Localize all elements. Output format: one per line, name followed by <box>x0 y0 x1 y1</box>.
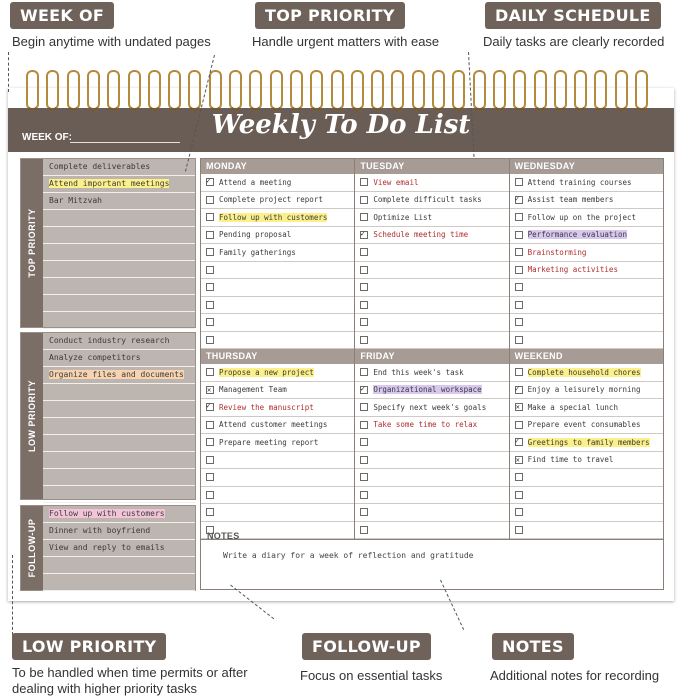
spiral-binding <box>26 70 656 114</box>
top-priority-line[interactable] <box>43 295 195 312</box>
pointer-week-of <box>8 52 9 92</box>
task-item <box>355 382 508 400</box>
low-priority-line[interactable] <box>43 486 195 503</box>
task-text[interactable]: Complete household chores <box>527 367 641 377</box>
coil-loop <box>391 70 404 110</box>
day-header: MONDAY <box>201 159 354 174</box>
task-item <box>201 244 354 262</box>
coil-loop <box>574 70 587 110</box>
low-priority-line[interactable]: Analyze competitors <box>43 350 195 367</box>
task-checkbox[interactable] <box>206 386 214 394</box>
week-row-top <box>201 159 663 349</box>
low-priority-line[interactable] <box>43 418 195 435</box>
task-text[interactable]: Organizational workspace <box>373 385 482 395</box>
notes-box[interactable] <box>200 525 664 590</box>
task-checkbox[interactable] <box>206 248 214 256</box>
day-column-tuesday <box>355 159 509 349</box>
coil-loop <box>188 70 201 110</box>
day-header: THURSDAY <box>201 349 354 364</box>
top-priority-line[interactable] <box>43 244 195 261</box>
follow-up-caption: Focus on essential tasks <box>300 668 443 683</box>
task-item <box>355 279 508 297</box>
coil-loop <box>128 70 141 110</box>
task-item <box>355 487 508 505</box>
week-of-tag: WEEK OF <box>10 2 114 29</box>
top-priority-line[interactable] <box>43 261 195 278</box>
task-text[interactable]: Review the manuscript <box>219 402 314 412</box>
task-item <box>201 174 354 192</box>
task-checkbox[interactable] <box>206 178 214 186</box>
top-priority-line[interactable] <box>43 278 195 295</box>
task-item <box>510 434 663 452</box>
task-checkbox[interactable] <box>206 283 214 291</box>
task-text[interactable]: Brainstorming <box>527 247 587 257</box>
task-checkbox[interactable] <box>515 248 523 256</box>
task-text[interactable]: Complete project report <box>219 195 323 205</box>
task-item <box>201 504 354 522</box>
task-text[interactable]: Enjoy a leisurely morning <box>527 385 641 395</box>
task-item <box>355 227 508 245</box>
follow-priority-line[interactable]: Dinner with boyfriend <box>43 523 195 540</box>
task-checkbox[interactable] <box>360 231 368 239</box>
task-item <box>355 504 508 522</box>
top-priority-side-label: TOP PRIORITY <box>21 159 43 327</box>
day-header: WEDNESDAY <box>510 159 663 174</box>
task-checkbox[interactable] <box>515 386 523 394</box>
task-text[interactable]: View email <box>373 177 419 187</box>
task-text[interactable]: Complete difficult tasks <box>373 195 482 205</box>
low-priority-line[interactable] <box>43 452 195 469</box>
task-item <box>510 399 663 417</box>
task-text[interactable]: Follow up on the project <box>527 212 637 222</box>
coil-loop <box>635 70 648 110</box>
coil-loop <box>148 70 161 110</box>
task-checkbox[interactable] <box>206 336 214 344</box>
task-checkbox[interactable] <box>515 178 523 186</box>
task-checkbox[interactable] <box>360 368 368 376</box>
task-checkbox[interactable] <box>360 301 368 309</box>
task-checkbox[interactable] <box>360 421 368 429</box>
day-header: WEEKEND <box>510 349 663 364</box>
task-checkbox[interactable] <box>360 491 368 499</box>
coil-loop <box>615 70 628 110</box>
task-checkbox[interactable] <box>206 213 214 221</box>
task-checkbox[interactable] <box>515 473 523 481</box>
task-checkbox[interactable] <box>360 318 368 326</box>
task-item <box>355 262 508 280</box>
follow-priority-line[interactable]: View and reply to emails <box>43 540 195 557</box>
follow-priority-line[interactable] <box>43 574 195 591</box>
follow-priority-line[interactable]: Follow up with customers <box>43 506 195 523</box>
top-priority-line[interactable]: Attend important meetings <box>43 176 195 193</box>
day-header: TUESDAY <box>355 159 508 174</box>
task-item <box>355 314 508 332</box>
pointer-low-priority <box>12 555 13 635</box>
week-of-caption: Begin anytime with undated pages <box>12 34 211 49</box>
task-item <box>201 262 354 280</box>
task-checkbox[interactable] <box>360 386 368 394</box>
follow-up-tag: FOLLOW-UP <box>302 633 431 660</box>
daily-schedule-caption: Daily tasks are clearly recorded <box>483 34 665 49</box>
coil-loop <box>310 70 323 110</box>
task-item <box>510 262 663 280</box>
task-item <box>355 192 508 210</box>
task-checkbox[interactable] <box>515 403 523 411</box>
task-text[interactable]: Assist team members <box>527 195 614 205</box>
notes-label: NOTES <box>207 531 240 541</box>
coil-loop <box>493 70 506 110</box>
task-text[interactable]: Take some time to relax <box>373 420 478 430</box>
task-text[interactable]: Optimize List <box>373 212 433 222</box>
day-column-friday <box>355 349 509 539</box>
task-item <box>510 487 663 505</box>
task-checkbox[interactable] <box>206 508 214 516</box>
task-checkbox[interactable] <box>360 336 368 344</box>
notes-caption: Additional notes for recording <box>490 668 660 683</box>
task-checkbox[interactable] <box>515 438 523 446</box>
task-item <box>510 227 663 245</box>
task-item <box>355 297 508 315</box>
task-checkbox[interactable] <box>206 231 214 239</box>
coil-loop <box>473 70 486 110</box>
task-checkbox[interactable] <box>206 318 214 326</box>
task-item <box>510 192 663 210</box>
task-text[interactable]: End this week's task <box>373 367 464 377</box>
week-of-line[interactable] <box>70 142 180 143</box>
low-priority-line[interactable] <box>43 401 195 418</box>
task-item <box>355 399 508 417</box>
task-item <box>355 244 508 262</box>
task-item <box>510 297 663 315</box>
task-item <box>510 364 663 382</box>
task-checkbox[interactable] <box>206 403 214 411</box>
task-item <box>201 469 354 487</box>
top-priority-line[interactable] <box>43 210 195 227</box>
task-item <box>510 504 663 522</box>
task-checkbox[interactable] <box>515 283 523 291</box>
task-text[interactable]: Prepare event consumables <box>527 420 641 430</box>
task-checkbox[interactable] <box>360 403 368 411</box>
coil-loop <box>26 70 39 110</box>
coil-loop <box>107 70 120 110</box>
day-column-monday <box>201 159 355 349</box>
task-checkbox[interactable] <box>515 456 523 464</box>
task-checkbox[interactable] <box>515 196 523 204</box>
task-item <box>201 227 354 245</box>
task-item <box>355 469 508 487</box>
task-item <box>510 279 663 297</box>
top-priority-line[interactable]: Complete deliverables <box>43 159 195 176</box>
task-text[interactable]: Attend a meeting <box>219 177 292 187</box>
coil-loop <box>513 70 526 110</box>
task-item <box>355 332 508 350</box>
task-text[interactable]: Management Team <box>219 385 287 395</box>
task-item <box>355 364 508 382</box>
notes-tag: NOTES <box>492 633 574 660</box>
coil-loop <box>168 70 181 110</box>
planner-header <box>8 108 674 152</box>
coil-loop <box>351 70 364 110</box>
coil-loop <box>290 70 303 110</box>
day-header: FRIDAY <box>355 349 508 364</box>
coil-loop <box>594 70 607 110</box>
task-checkbox[interactable] <box>515 336 523 344</box>
follow-up-panel <box>20 505 196 591</box>
week-grid <box>200 158 664 540</box>
top-priority-panel <box>20 158 196 328</box>
top-priority-lines <box>43 159 195 327</box>
task-checkbox[interactable] <box>206 456 214 464</box>
task-item <box>510 417 663 435</box>
coil-loop <box>371 70 384 110</box>
top-priority-line[interactable] <box>43 227 195 244</box>
task-checkbox[interactable] <box>360 508 368 516</box>
task-checkbox[interactable] <box>515 421 523 429</box>
task-item <box>201 399 354 417</box>
task-checkbox[interactable] <box>515 301 523 309</box>
task-text[interactable]: Attend training courses <box>527 177 632 187</box>
coil-loop <box>209 70 222 110</box>
task-checkbox[interactable] <box>360 438 368 446</box>
task-text[interactable]: Propose a new project <box>219 367 314 377</box>
task-item <box>201 417 354 435</box>
coil-loop <box>331 70 344 110</box>
notes-text: Write a diary for a week of reflection and gratitude <box>223 551 474 560</box>
follow-up-lines <box>43 506 195 590</box>
task-checkbox[interactable] <box>360 213 368 221</box>
coil-loop <box>229 70 242 110</box>
task-text[interactable]: Performance evaluation <box>527 230 627 240</box>
task-item <box>201 332 354 350</box>
task-item <box>201 382 354 400</box>
coil-loop <box>46 70 59 110</box>
task-checkbox[interactable] <box>360 456 368 464</box>
task-item <box>510 452 663 470</box>
task-text[interactable]: Pending proposal <box>219 230 292 240</box>
task-item <box>510 244 663 262</box>
task-item <box>355 434 508 452</box>
task-checkbox[interactable] <box>206 266 214 274</box>
task-text[interactable]: Prepare meeting report <box>219 437 319 447</box>
task-item <box>201 192 354 210</box>
task-checkbox[interactable] <box>360 248 368 256</box>
coil-loop <box>554 70 567 110</box>
task-checkbox[interactable] <box>206 491 214 499</box>
task-text[interactable]: Find time to travel <box>527 455 614 465</box>
task-item <box>355 417 508 435</box>
task-text[interactable]: Specify next week's goals <box>373 402 487 412</box>
task-text[interactable]: Marketing activities <box>527 265 618 275</box>
task-text[interactable]: Greetings to family members <box>527 437 650 447</box>
low-priority-lines <box>43 333 195 499</box>
task-item <box>201 487 354 505</box>
low-priority-caption-2: dealing with higher priority tasks <box>12 681 197 696</box>
task-item <box>201 314 354 332</box>
task-checkbox[interactable] <box>360 178 368 186</box>
coil-loop <box>67 70 80 110</box>
task-checkbox[interactable] <box>206 301 214 309</box>
task-checkbox[interactable] <box>206 473 214 481</box>
task-item <box>201 279 354 297</box>
task-checkbox[interactable] <box>206 421 214 429</box>
follow-up-side-label: FOLLOW-UP <box>21 506 43 590</box>
day-column-wednesday <box>510 159 663 349</box>
task-item <box>201 452 354 470</box>
task-item <box>201 434 354 452</box>
coil-loop <box>412 70 425 110</box>
coil-loop <box>432 70 445 110</box>
top-priority-tag: TOP PRIORITY <box>255 2 405 29</box>
planner-sheet <box>8 88 674 601</box>
low-priority-caption-1: To be handled when time permits or after <box>12 665 248 680</box>
day-column-thursday <box>201 349 355 539</box>
coil-loop <box>249 70 262 110</box>
low-priority-tag: LOW PRIORITY <box>12 633 166 660</box>
top-priority-line[interactable]: Bar Mitzvah <box>43 193 195 210</box>
day-column-weekend <box>510 349 663 539</box>
low-priority-side-label: LOW PRIORITY <box>21 333 43 499</box>
coil-loop <box>270 70 283 110</box>
task-item <box>201 209 354 227</box>
task-checkbox[interactable] <box>360 266 368 274</box>
task-checkbox[interactable] <box>515 266 523 274</box>
task-checkbox[interactable] <box>206 368 214 376</box>
task-checkbox[interactable] <box>206 438 214 446</box>
task-text[interactable]: Family gatherings <box>219 247 296 257</box>
follow-priority-line[interactable] <box>43 557 195 574</box>
week-of-label: WEEK OF: <box>22 132 72 143</box>
task-item <box>355 452 508 470</box>
task-checkbox[interactable] <box>360 473 368 481</box>
low-priority-line[interactable] <box>43 384 195 401</box>
week-row-bottom <box>201 349 663 539</box>
low-priority-line[interactable]: Conduct industry research <box>43 333 195 350</box>
task-checkbox[interactable] <box>360 196 368 204</box>
task-checkbox[interactable] <box>515 213 523 221</box>
task-item <box>510 174 663 192</box>
task-item <box>201 297 354 315</box>
task-item <box>510 382 663 400</box>
task-item <box>510 314 663 332</box>
task-item <box>201 364 354 382</box>
low-priority-line[interactable] <box>43 435 195 452</box>
task-text[interactable]: Attend customer meetings <box>219 420 328 430</box>
low-priority-line[interactable] <box>43 469 195 486</box>
task-checkbox[interactable] <box>515 491 523 499</box>
task-checkbox[interactable] <box>515 508 523 516</box>
task-item <box>510 209 663 227</box>
task-checkbox[interactable] <box>515 318 523 326</box>
task-item <box>355 209 508 227</box>
task-item <box>510 332 663 350</box>
task-checkbox[interactable] <box>360 283 368 291</box>
coil-loop <box>534 70 547 110</box>
coil-loop <box>452 70 465 110</box>
task-checkbox[interactable] <box>515 368 523 376</box>
task-item <box>510 469 663 487</box>
planner-title: Weekly To Do List <box>211 110 471 140</box>
low-priority-line[interactable]: Organize files and documents <box>43 367 195 384</box>
task-text[interactable]: Schedule meeting time <box>373 230 469 240</box>
task-text[interactable]: Follow up with customers <box>219 212 328 222</box>
task-checkbox[interactable] <box>206 196 214 204</box>
task-item <box>355 174 508 192</box>
task-checkbox[interactable] <box>515 231 523 239</box>
coil-loop <box>87 70 100 110</box>
low-priority-panel <box>20 332 196 500</box>
task-text[interactable]: Make a special lunch <box>527 402 618 412</box>
top-priority-caption: Handle urgent matters with ease <box>252 34 440 49</box>
daily-schedule-tag: DAILY SCHEDULE <box>485 2 661 29</box>
top-priority-line[interactable] <box>43 312 195 329</box>
